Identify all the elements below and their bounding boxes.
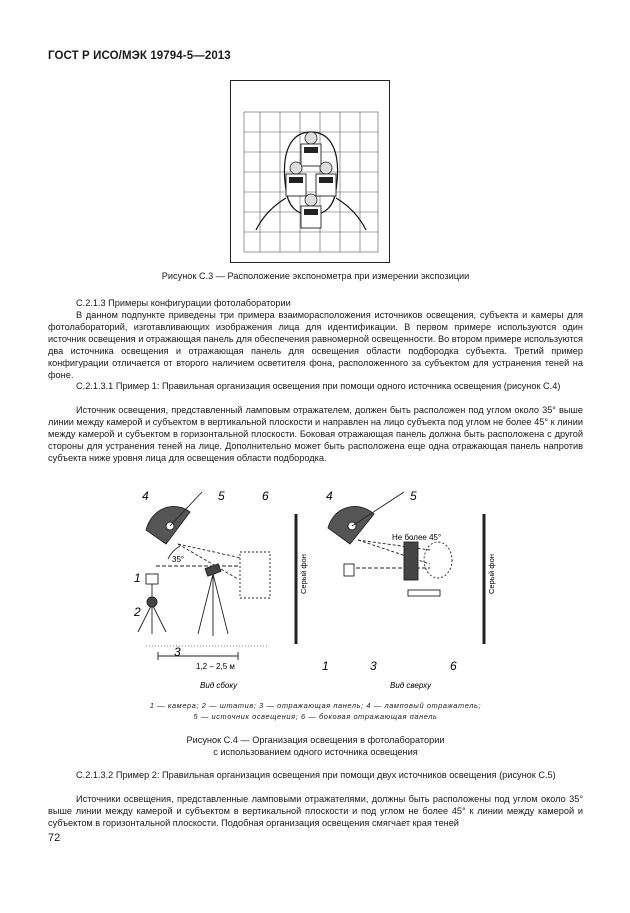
svg-text:5: 5: [410, 489, 417, 503]
svg-text:1: 1: [134, 571, 141, 585]
document-header: ГОСТ Р ИСО/МЭК 19794-5—2013: [48, 50, 231, 62]
svg-text:Вид сбоку: Вид сбоку: [200, 681, 238, 690]
svg-text:1,2 – 2,5 м: 1,2 – 2,5 м: [196, 662, 235, 671]
figure-c3-exposure-meter-diagram: [230, 80, 390, 263]
svg-text:Серый фон: Серый фон: [299, 554, 308, 594]
svg-text:35°: 35°: [172, 555, 185, 564]
section-c213-heading: С.2.1.3 Примеры конфигурации фотолаборатории: [76, 298, 291, 308]
page-number: 72: [48, 832, 61, 844]
figure-c4-legend-line1: 1 — камера; 2 — штатив; 3 — отражающая панель; 4 — ламповый отражатель;: [149, 701, 482, 710]
svg-text:Не более 45°: Не более 45°: [392, 533, 442, 542]
side-panel: [408, 590, 440, 596]
figure-c4-top-view: [318, 484, 508, 694]
svg-text:6: 6: [450, 659, 457, 673]
figure-c4-caption-line2: с использованием одного источника освещения: [213, 747, 418, 757]
figure-c4-legend-line2: 5 — источник освещения; 6 — боковая отражающая панель: [193, 712, 438, 721]
figure-c3-caption: Рисунок С.3 — Расположение экспонометра при измерении экспозиции: [161, 271, 470, 281]
svg-text:4: 4: [326, 489, 333, 503]
svg-text:5: 5: [218, 489, 225, 503]
section-c2131-heading: С.2.1.3.1 Пример 1: Правильная организация освещения при помощи одного источника освещения (рисунок С.4): [76, 381, 561, 391]
reflector-panel: [404, 542, 418, 580]
camera: [146, 574, 158, 584]
section-c2131-body: Источник освещения, представленный ламповым отражателем, должен быть расположен под углом около 35° выше линии между камерой и субъектом в вертикальной плоскости и направлен на лицо субъекта под углом не более 45° к линии между камерой и субъектом в горизонтальной плоскости. Боковая отражающая панель должна быть расположена с другой стороны для устранения теней на лице. Дополнительно может быть расположена еще одна отражающая панель напротив субъекта ниже уровня лица для освещения области подбородка.: [48, 405, 583, 463]
figure-c4-side-view: [128, 484, 318, 694]
side-panel: [240, 552, 270, 598]
tripod: [138, 604, 166, 634]
camera: [344, 564, 354, 576]
section-c2132-body: Источники освещения, представленные ламповыми отражателями, должны быть расположены под углом около 35° выше линии между камерой и субъектом в вертикальной плоскости и под углом не более 45° к линии между камерой и субъектом в горизонтальной плоскости. Подобная организация освещения смягчает края теней: [48, 794, 583, 828]
svg-text:3: 3: [174, 645, 181, 659]
svg-text:3: 3: [370, 659, 377, 673]
svg-text:4: 4: [142, 489, 149, 503]
svg-text:Серый фон: Серый фон: [487, 554, 496, 594]
svg-text:Вид сверху: Вид сверху: [390, 681, 432, 690]
svg-text:2: 2: [134, 605, 141, 619]
svg-text:6: 6: [262, 489, 269, 503]
figure-c4-caption-line1: Рисунок С.4 — Организация освещения в фотолаборатории: [186, 735, 445, 745]
section-c2132-heading: С.2.1.3.2 Пример 2: Правильная организация освещения при помощи двух источников освещения (рисунок С.5): [76, 770, 556, 780]
svg-text:1: 1: [322, 659, 329, 673]
section-c213-body: В данном подпункте приведены три примера взаиморасположения источников освещения, субъекта и камеры для фотолабораторий, изготавливающих изображения лица для идентификации. В первом примере используются один источник освещения и отражающая панель для обеспечения равномерной освещенности. Во втором примере используются два источника освещения и отражающая панель для освещения области подбородка субъекта. Третий пример конфигурации отличается от второго наличием осветителя фона, расположенного за субъектом для устранения теней на фоне.: [48, 310, 583, 380]
